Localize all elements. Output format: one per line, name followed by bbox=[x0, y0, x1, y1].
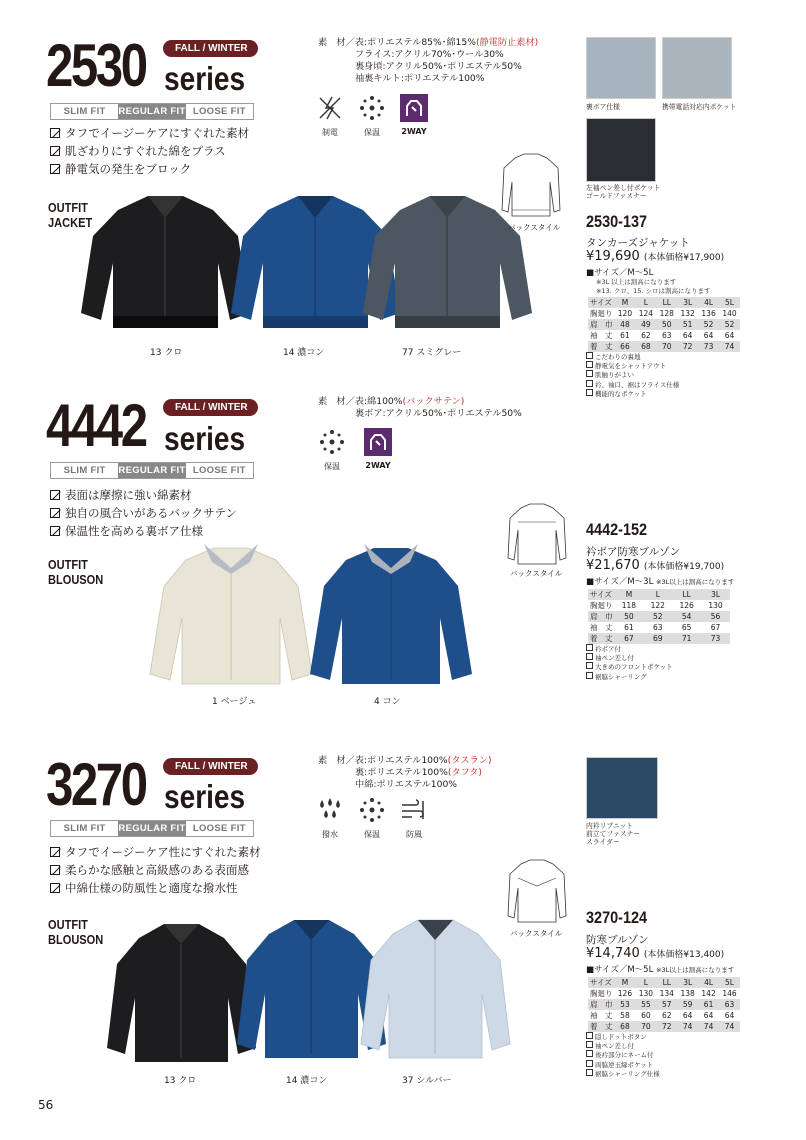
series-word: series bbox=[164, 420, 246, 457]
table-cell: 52 bbox=[724, 320, 735, 329]
product-name: 衿ボア防寒ブルゾン bbox=[586, 546, 681, 558]
table-cell: 袖 丈 bbox=[590, 1011, 613, 1020]
feature-item: タフでイージーケア性にすぐれた素材 bbox=[50, 843, 261, 861]
icon-label: 保温 bbox=[364, 830, 380, 839]
check-icon bbox=[50, 865, 60, 875]
check-icon bbox=[50, 883, 60, 893]
table-cell: 61 bbox=[624, 623, 634, 632]
color-label: 77 スミグレー bbox=[402, 348, 462, 358]
product-code: 4442-152 bbox=[586, 520, 648, 539]
table-cell: 胸廻り bbox=[590, 989, 613, 998]
table-row bbox=[588, 999, 740, 1010]
icon-label: 保温 bbox=[324, 462, 340, 471]
table-cell: 67 bbox=[624, 634, 634, 643]
table-cell: 126 bbox=[617, 989, 633, 998]
table-cell: 50 bbox=[624, 612, 634, 621]
table-cell: 60 bbox=[641, 1011, 651, 1020]
feature-item: 静電気の発生をブロック bbox=[50, 160, 249, 178]
fit-slim: SLIM FIT bbox=[63, 465, 106, 476]
table-cell: 72 bbox=[682, 342, 693, 351]
table-cell: 51 bbox=[682, 320, 693, 329]
table-cell: サイズ bbox=[590, 590, 612, 599]
table-cell: 53 bbox=[620, 1000, 630, 1009]
table-cell: 65 bbox=[681, 623, 692, 632]
icon-label: 撥水 bbox=[322, 830, 338, 839]
size-range: ■サイズ／M〜5L ※3L以上は割高になります bbox=[586, 965, 735, 975]
table-cell: M bbox=[625, 590, 633, 599]
table-cell: 5L bbox=[725, 298, 734, 307]
table-cell: LL bbox=[662, 978, 671, 987]
feature-checklist: こだわりの裏地 静電気をシャットアウト 肌触りがよい 衿、袖口、裾はフライス仕様 機能的なポケット bbox=[586, 352, 679, 398]
table-cell: 142 bbox=[701, 989, 716, 998]
outfit-label: OUTFIT JACKET bbox=[48, 200, 93, 230]
table-cell: 袖 丈 bbox=[590, 331, 613, 340]
table-cell: 64 bbox=[724, 1011, 735, 1020]
table-cell: 69 bbox=[653, 634, 663, 643]
fit-bar bbox=[50, 820, 254, 837]
series-word: series bbox=[164, 60, 246, 97]
table-cell: 122 bbox=[650, 601, 665, 610]
table-cell: 56 bbox=[710, 612, 721, 621]
page-number: 56 bbox=[38, 1098, 54, 1112]
table-cell: 55 bbox=[641, 1000, 651, 1009]
table-cell: LL bbox=[682, 590, 691, 599]
table-cell: 130 bbox=[638, 989, 654, 998]
table-cell: 50 bbox=[661, 320, 672, 329]
table-cell: 124 bbox=[638, 309, 654, 318]
table-cell: 66 bbox=[620, 342, 630, 351]
series-number: 4442 bbox=[46, 392, 146, 459]
table-cell: 63 bbox=[661, 331, 672, 340]
table-cell: 118 bbox=[621, 601, 637, 610]
feature-item: 表面は摩擦に強い綿素材 bbox=[50, 486, 237, 504]
material-text: 素 材／表:ポリエステル85%･綿15%(静電防止素材) フライス:アクリル70%･ウール30% 裏身頃:アクリル50%･ポリエステル50% 袖裏キルト:ポリエステル100% bbox=[318, 37, 539, 84]
table-cell: 肩 巾 bbox=[590, 320, 613, 329]
table-cell: 64 bbox=[703, 331, 714, 340]
table-cell: 140 bbox=[722, 309, 737, 318]
table-cell: 72 bbox=[661, 1022, 672, 1031]
fit-loose: LOOSE FIT bbox=[192, 823, 246, 834]
product-name: 防寒ブルゾン bbox=[586, 934, 649, 946]
feature-item: 柔らかな感触と高級感のある表面感 bbox=[50, 861, 261, 879]
warmth-icon bbox=[358, 796, 386, 824]
product-price: ¥19,690 (本体価格¥17,900) bbox=[586, 249, 725, 264]
back-style-drawing bbox=[506, 858, 568, 926]
table-cell: 134 bbox=[659, 989, 674, 998]
table-cell: 62 bbox=[641, 331, 651, 340]
table-cell: 胸廻り bbox=[590, 601, 613, 610]
table-cell: 胸廻り bbox=[590, 309, 613, 318]
table-cell: 64 bbox=[724, 331, 735, 340]
season-badge: FALL / WINTER bbox=[163, 40, 258, 57]
series-number: 3270 bbox=[46, 751, 146, 818]
icon-label: 制電 bbox=[322, 128, 338, 137]
size-table bbox=[588, 977, 740, 1032]
table-cell: 48 bbox=[620, 320, 630, 329]
icon-label: 2WAY bbox=[365, 461, 391, 470]
table-cell: 袖 丈 bbox=[590, 623, 613, 632]
table-cell: 61 bbox=[703, 1000, 714, 1009]
feature-item: 保温性を高める裏ボア仕様 bbox=[50, 522, 237, 540]
table-cell: 62 bbox=[661, 1011, 672, 1020]
table-cell: 136 bbox=[701, 309, 716, 318]
fit-slim: SLIM FIT bbox=[63, 823, 106, 834]
table-cell: 63 bbox=[653, 623, 663, 632]
table-cell: 67 bbox=[710, 623, 721, 632]
photo-caption: 左袖ペン差し付ポケット ゴールドファスナー bbox=[586, 184, 661, 200]
size-note: ※3L 以上は割高になります ※13. クロ、15. シロは割高になります bbox=[596, 278, 711, 295]
fit-regular: REGULAR FIT bbox=[118, 465, 186, 476]
table-cell: 130 bbox=[708, 601, 723, 610]
water-repellent-icon bbox=[316, 796, 344, 824]
table-cell: 肩 巾 bbox=[590, 1000, 613, 1009]
detail-photo-collar bbox=[586, 757, 658, 819]
table-cell: 138 bbox=[680, 989, 695, 998]
color-label: 37 シルバー bbox=[402, 1076, 452, 1086]
table-cell: 52 bbox=[653, 612, 663, 621]
fit-slim: SLIM FIT bbox=[63, 106, 106, 117]
table-row bbox=[588, 988, 740, 999]
table-cell: 73 bbox=[710, 634, 721, 643]
feature-item: 中綿仕様の防風性と適度な撥水性 bbox=[50, 879, 261, 897]
table-cell: サイズ bbox=[590, 298, 612, 307]
table-cell: 3L bbox=[683, 298, 693, 307]
color-label: 4 コン bbox=[374, 697, 401, 707]
feature-list bbox=[50, 843, 261, 897]
table-cell: 54 bbox=[681, 612, 692, 621]
color-label: 13 クロ bbox=[150, 348, 183, 358]
table-cell: 5L bbox=[725, 978, 734, 987]
table-cell: 64 bbox=[682, 1011, 693, 1020]
table-cell: L bbox=[643, 978, 648, 987]
table-cell: 126 bbox=[679, 601, 694, 610]
table-cell: 74 bbox=[724, 342, 735, 351]
product-code: 2530-137 bbox=[586, 212, 648, 231]
table-cell: 70 bbox=[661, 342, 672, 351]
material-text: 素 材／表:綿100%(バックサテン) 裏ボア:アクリル50%･ポリエステル50% bbox=[318, 396, 522, 419]
icon-label: 2WAY bbox=[401, 127, 427, 136]
table-cell: LL bbox=[662, 298, 671, 307]
size-range: ■サイズ／M〜5L bbox=[586, 268, 654, 278]
fit-regular: REGULAR FIT bbox=[118, 106, 186, 117]
color-label: 14 濃コン bbox=[283, 348, 325, 358]
product-price: ¥21,670 (本体価格¥19,700) bbox=[586, 558, 725, 573]
fit-regular: REGULAR FIT bbox=[118, 823, 186, 834]
color-label: 1 ベージュ bbox=[212, 697, 257, 707]
table-row bbox=[588, 1021, 740, 1032]
table-cell: 4L bbox=[704, 978, 714, 987]
product-code: 3270-124 bbox=[586, 908, 648, 927]
feature-item: 独自の風合いがあるバックサテン bbox=[50, 504, 237, 522]
material-text: 素 材／表:ポリエステル100%(タスラン) 裏:ポリエステル100%(タフタ) 中綿:ポリエステル100% bbox=[318, 755, 492, 790]
windproof-icon bbox=[400, 796, 428, 824]
table-cell: 71 bbox=[681, 634, 692, 643]
table-cell: 57 bbox=[661, 1000, 672, 1009]
size-range: ■サイズ／M〜3L ※3L以上は割高になります bbox=[586, 577, 735, 587]
icon-label: 防風 bbox=[406, 830, 422, 839]
table-cell: 68 bbox=[641, 342, 651, 351]
photo-caption: 裏ボア仕様 bbox=[586, 103, 620, 111]
feature-checklist: 衿ボア付 袖ペン差し付 大きめのフロントポケット 裾脇シャーリング bbox=[586, 644, 673, 681]
season-badge: FALL / WINTER bbox=[163, 758, 258, 775]
table-cell: L bbox=[643, 298, 648, 307]
table-cell: 146 bbox=[722, 989, 737, 998]
table-cell: M bbox=[621, 978, 629, 987]
table-cell: 132 bbox=[680, 309, 695, 318]
table-cell: 68 bbox=[620, 1022, 630, 1031]
jacket-photo-silver bbox=[358, 914, 513, 1064]
photo-caption: 内衿リブニット 前立てファスナー スライダー bbox=[586, 822, 641, 846]
table-cell: 128 bbox=[659, 309, 674, 318]
season-badge: FALL / WINTER bbox=[163, 399, 258, 416]
back-style-label: バックスタイル bbox=[510, 569, 563, 578]
check-icon bbox=[50, 847, 60, 857]
table-cell: 61 bbox=[620, 331, 630, 340]
table-cell: 63 bbox=[724, 1000, 735, 1009]
table-cell: 73 bbox=[703, 342, 714, 351]
outfit-label: OUTFIT BLOUSON bbox=[48, 917, 104, 947]
table-cell: 58 bbox=[620, 1011, 630, 1020]
table-cell: 64 bbox=[703, 1011, 714, 1020]
color-label: 14 濃コン bbox=[286, 1076, 328, 1086]
feature-item: タフでイージーケアにすぐれた素材 bbox=[50, 124, 249, 142]
outfit-label: OUTFIT BLOUSON bbox=[48, 557, 104, 587]
table-cell: サイズ bbox=[590, 978, 612, 987]
table-cell: 59 bbox=[682, 1000, 693, 1009]
icon-label: 保温 bbox=[364, 128, 380, 137]
table-cell: 74 bbox=[724, 1022, 735, 1031]
table-cell: 52 bbox=[703, 320, 714, 329]
table-row bbox=[588, 977, 740, 988]
feature-item: 肌ざわりにすぐれた綿をプラス bbox=[50, 142, 249, 160]
table-cell: 120 bbox=[617, 309, 633, 318]
table-cell: 着 丈 bbox=[590, 1022, 613, 1031]
feature-checklist: 隠しドットボタン 袖ペン差し付 後衿部分にネーム付 両脇逆玉縁ポケット 裾脇シャーリング仕様 bbox=[586, 1032, 660, 1078]
back-style-label: バックスタイル bbox=[510, 929, 563, 938]
table-cell: 3L bbox=[711, 590, 721, 599]
table-cell: 74 bbox=[682, 1022, 693, 1031]
series-word: series bbox=[164, 778, 246, 815]
product-name: タンカーズジャケット bbox=[586, 237, 690, 249]
table-cell: 49 bbox=[641, 320, 651, 329]
table-cell: 74 bbox=[703, 1022, 714, 1031]
table-cell: 着 丈 bbox=[590, 342, 613, 351]
table-cell: 4L bbox=[704, 298, 714, 307]
back-style-label: バックスタイル bbox=[508, 223, 561, 232]
color-label: 13 クロ bbox=[164, 1076, 197, 1086]
table-cell: 肩 巾 bbox=[590, 612, 613, 621]
table-row bbox=[588, 1010, 740, 1021]
fit-loose: LOOSE FIT bbox=[192, 106, 246, 117]
table-cell: 70 bbox=[641, 1022, 651, 1031]
table-cell: L bbox=[655, 590, 660, 599]
table-cell: 64 bbox=[682, 331, 693, 340]
series-number: 2530 bbox=[46, 32, 146, 99]
table-cell: M bbox=[621, 298, 629, 307]
photo-caption: 携帯電話対応内ポケット bbox=[662, 103, 737, 111]
table-cell: 3L bbox=[683, 978, 693, 987]
fit-loose: LOOSE FIT bbox=[192, 465, 246, 476]
product-price: ¥14,740 (本体価格¥13,400) bbox=[586, 946, 725, 961]
table-cell: 着 丈 bbox=[590, 634, 613, 643]
